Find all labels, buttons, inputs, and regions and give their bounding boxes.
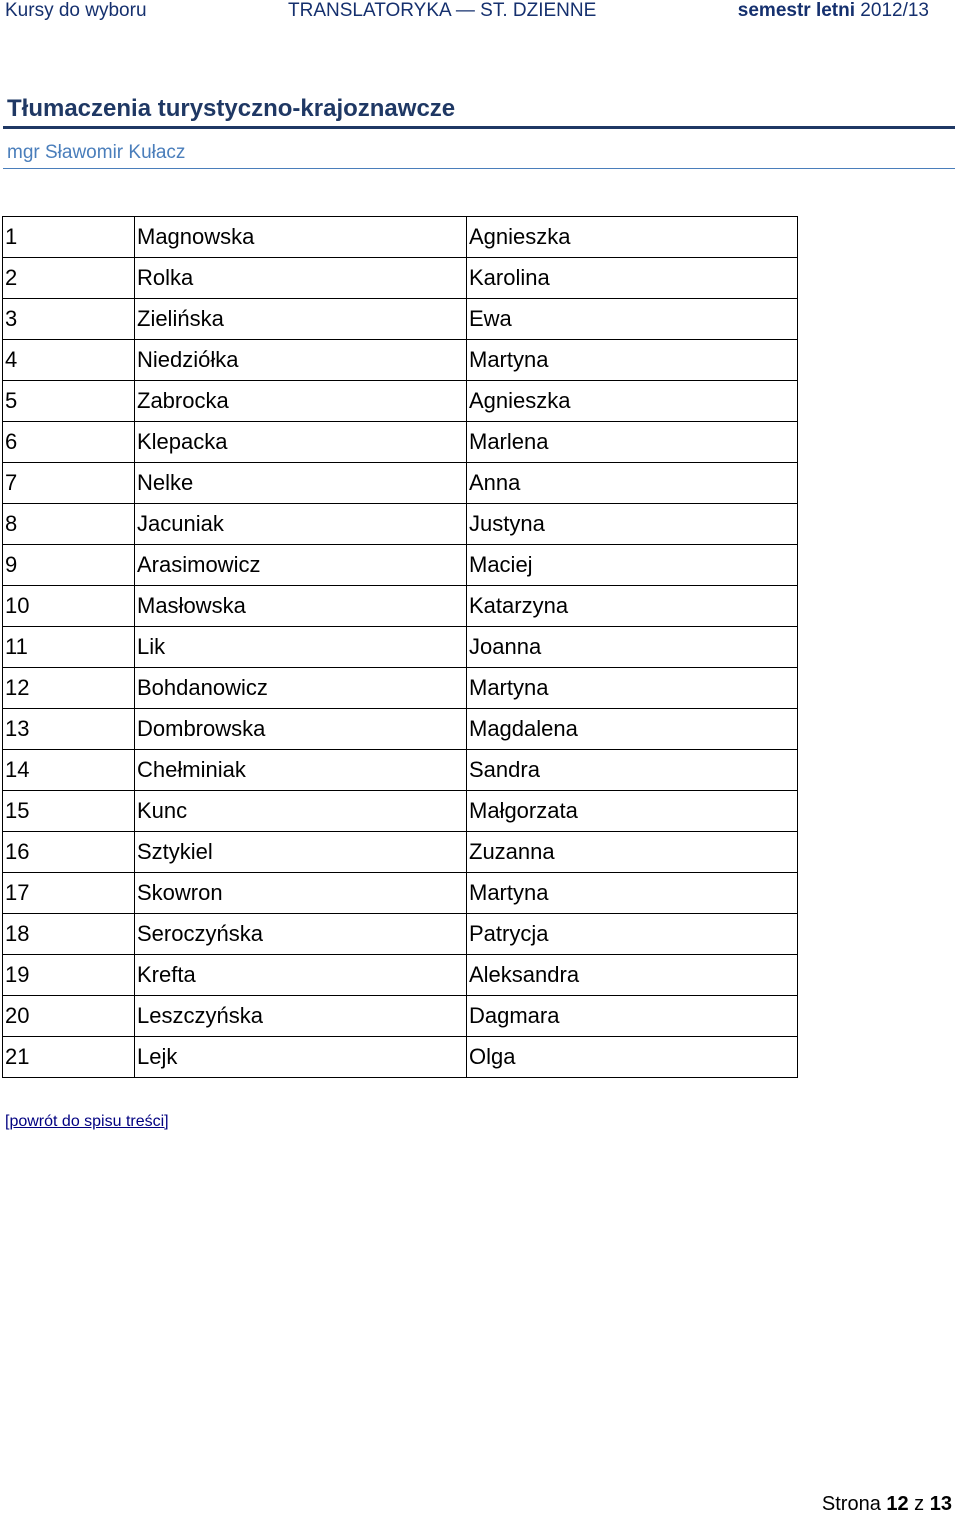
student-number-cell: 12: [3, 668, 135, 709]
page-footer: [822, 1493, 952, 1516]
course-title: Tłumaczenia turystyczno-krajoznawcze: [7, 95, 456, 122]
student-number-cell: 9: [3, 545, 135, 586]
student-number-cell: 14: [3, 750, 135, 791]
footer-separator: z: [908, 1493, 930, 1515]
student-lastname-cell: Zabrocka: [135, 381, 467, 422]
student-number-cell: 6: [3, 422, 135, 463]
student-firstname-cell: Zuzanna: [467, 832, 798, 873]
student-firstname-cell: Martyna: [467, 340, 798, 381]
table-row: [3, 258, 798, 299]
student-lastname-cell: Rolka: [135, 258, 467, 299]
student-lastname-cell: Zielińska: [135, 299, 467, 340]
student-lastname-cell: Chełminiak: [135, 750, 467, 791]
student-number-cell: 19: [3, 955, 135, 996]
table-row: [3, 422, 798, 463]
student-number-cell: 20: [3, 996, 135, 1037]
table-row: [3, 791, 798, 832]
student-lastname-cell: Klepacka: [135, 422, 467, 463]
student-number-cell: 4: [3, 340, 135, 381]
table-row: [3, 914, 798, 955]
student-lastname-cell: Arasimowicz: [135, 545, 467, 586]
student-table: [2, 216, 798, 1078]
student-number-cell: 7: [3, 463, 135, 504]
student-firstname-cell: Dagmara: [467, 996, 798, 1037]
student-firstname-cell: Ewa: [467, 299, 798, 340]
header-semester-label: [738, 0, 929, 22]
table-row: [3, 381, 798, 422]
student-lastname-cell: Niedziółka: [135, 340, 467, 381]
student-firstname-cell: Agnieszka: [467, 217, 798, 258]
student-lastname-cell: Dombrowska: [135, 709, 467, 750]
lecturer-name: mgr Sławomir Kułacz: [7, 142, 186, 163]
student-firstname-cell: Katarzyna: [467, 586, 798, 627]
student-number-cell: 8: [3, 504, 135, 545]
student-firstname-cell: Karolina: [467, 258, 798, 299]
table-row: [3, 668, 798, 709]
student-lastname-cell: Leszczyńska: [135, 996, 467, 1037]
student-lastname-cell: Seroczyńska: [135, 914, 467, 955]
student-firstname-cell: Joanna: [467, 627, 798, 668]
student-lastname-cell: Bohdanowicz: [135, 668, 467, 709]
header-semester-year: 2012/13: [855, 0, 929, 21]
student-lastname-cell: Masłowska: [135, 586, 467, 627]
student-firstname-cell: Aleksandra: [467, 955, 798, 996]
student-number-cell: 16: [3, 832, 135, 873]
student-firstname-cell: Agnieszka: [467, 381, 798, 422]
student-lastname-cell: Krefta: [135, 955, 467, 996]
student-table-body: [3, 217, 798, 1078]
footer-page-number: 12: [886, 1493, 909, 1515]
student-number-cell: 15: [3, 791, 135, 832]
table-row: [3, 586, 798, 627]
table-row: [3, 299, 798, 340]
footer-page-total: 13: [929, 1493, 952, 1515]
student-number-cell: 18: [3, 914, 135, 955]
student-lastname-cell: Magnowska: [135, 217, 467, 258]
student-lastname-cell: Lik: [135, 627, 467, 668]
back-to-contents-link[interactable]: [powrót do spisu treści]: [5, 1113, 169, 1130]
table-row: [3, 217, 798, 258]
student-number-cell: 13: [3, 709, 135, 750]
student-number-cell: 3: [3, 299, 135, 340]
student-number-cell: 2: [3, 258, 135, 299]
student-lastname-cell: Nelke: [135, 463, 467, 504]
table-row: [3, 504, 798, 545]
table-row: [3, 750, 798, 791]
subtitle-divider: [3, 168, 955, 169]
student-number-cell: 1: [3, 217, 135, 258]
student-number-cell: 17: [3, 873, 135, 914]
header-section-label: Kursy do wyboru: [5, 0, 147, 21]
student-firstname-cell: Sandra: [467, 750, 798, 791]
student-firstname-cell: Martyna: [467, 668, 798, 709]
table-row: [3, 873, 798, 914]
header-program-label: TRANSLATORYKA — ST. DZIENNE: [288, 0, 597, 21]
table-row: [3, 996, 798, 1037]
footer-label: Strona: [821, 1493, 887, 1515]
table-row: [3, 1037, 798, 1078]
student-lastname-cell: Jacuniak: [135, 504, 467, 545]
student-lastname-cell: Sztykiel: [135, 832, 467, 873]
student-firstname-cell: Małgorzata: [467, 791, 798, 832]
header-semester-bold: semestr letni: [737, 0, 856, 21]
student-firstname-cell: Maciej: [467, 545, 798, 586]
table-row: [3, 340, 798, 381]
student-firstname-cell: Anna: [467, 463, 798, 504]
student-firstname-cell: Justyna: [467, 504, 798, 545]
title-divider: [3, 126, 955, 129]
page-header: [5, 0, 955, 24]
table-row: [3, 955, 798, 996]
student-firstname-cell: Martyna: [467, 873, 798, 914]
table-row: [3, 832, 798, 873]
student-firstname-cell: Patrycja: [467, 914, 798, 955]
student-firstname-cell: Magdalena: [467, 709, 798, 750]
student-number-cell: 21: [3, 1037, 135, 1078]
student-firstname-cell: Olga: [467, 1037, 798, 1078]
student-lastname-cell: Kunc: [135, 791, 467, 832]
student-lastname-cell: Lejk: [135, 1037, 467, 1078]
student-number-cell: 5: [3, 381, 135, 422]
table-row: [3, 463, 798, 504]
student-number-cell: 11: [3, 627, 135, 668]
student-lastname-cell: Skowron: [135, 873, 467, 914]
student-firstname-cell: Marlena: [467, 422, 798, 463]
table-row: [3, 627, 798, 668]
table-row: [3, 545, 798, 586]
student-number-cell: 10: [3, 586, 135, 627]
table-row: [3, 709, 798, 750]
